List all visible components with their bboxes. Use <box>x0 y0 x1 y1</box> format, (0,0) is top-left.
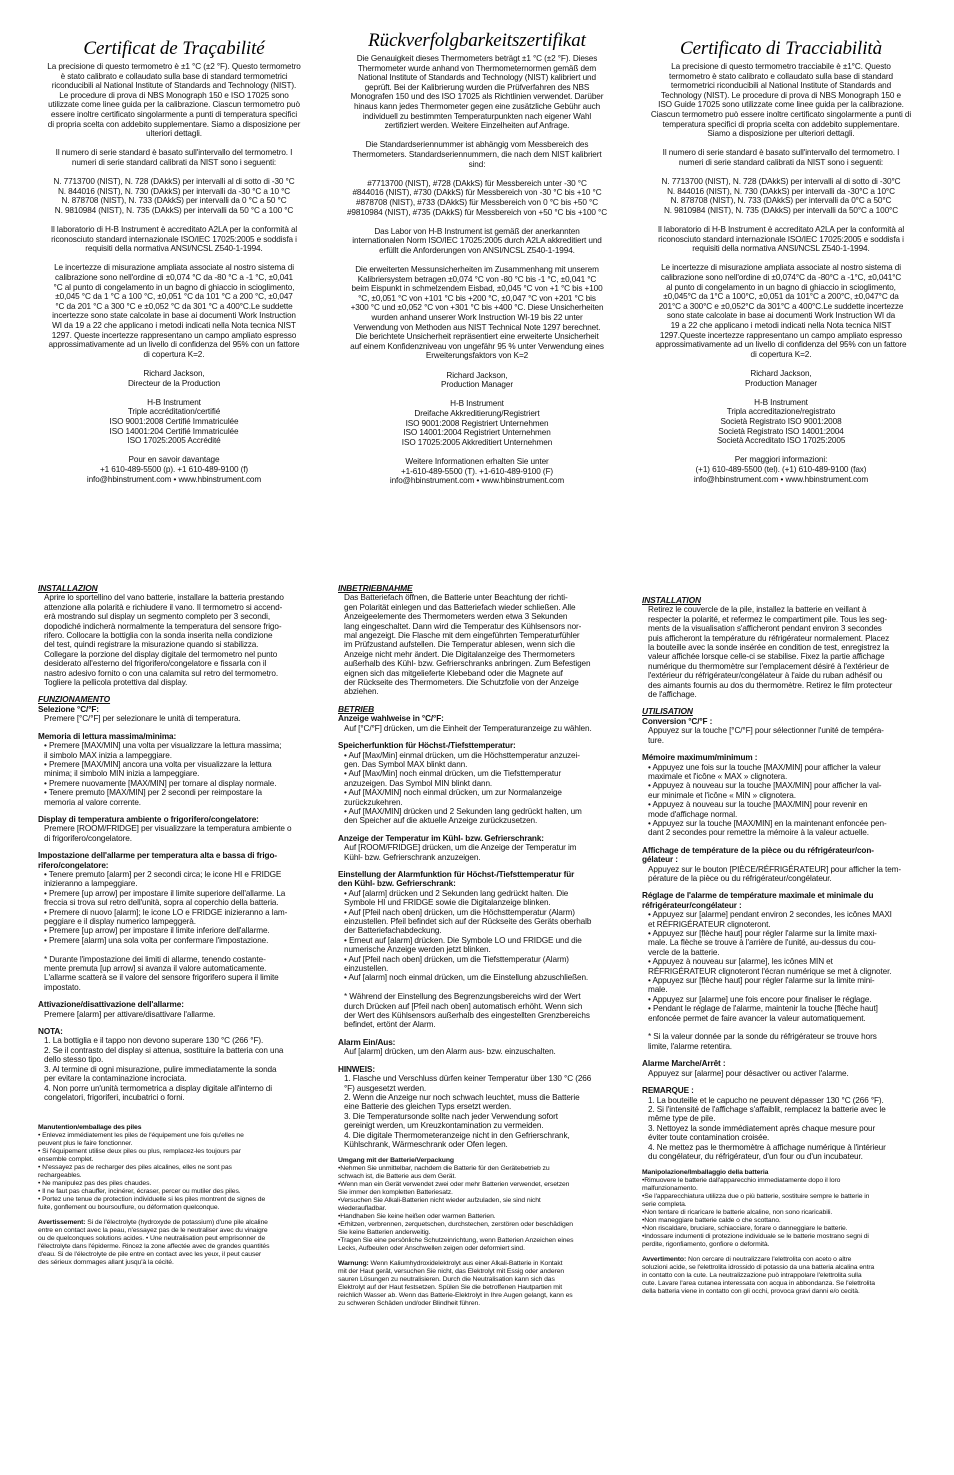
section-title: Conversion °C/°F : <box>642 716 713 726</box>
cert-paragraph: Il numero di serie standard è basato sull'intervallo del termometro. I numeri di serie standard calibrati da NIST sono i seguenti: <box>662 148 900 167</box>
warning-text: Si de l'électrolyte (hydroxyde de potassium) d'une pile alcaline entre en contact avec la peau, n'essayez pas de le neutraliser avec du vinaigre ou de quelconques solutions acides. • Une neutralisation peut emprisonner de l'électrolyte dans l'épiderme. Rincez la zone affectée avec de grandes quantités d'eau. Si de l'électrolyte de pile entre en contact avec les yeux, il peut causer des sérieux dommages allant jusqu'à la cécité. <box>38 1219 270 1267</box>
section-title: Attivazione/disattivazione dell'allarme: <box>38 1000 184 1010</box>
section-text: 1. Flasche und Verschluss dürfen keiner Temperatur über 130 °C (266 °F) ausgesetzt werden. 2. Wenn die Anzeige nur noch schwach leuchtet, muss die Batterie eine Batterie des gleichen Typs ersetzt werden. 3. Die Temperatursonde sollte nach jeder Verwendung sofort gereinigt werden, um Kreuzkontamination zu vermeiden. 4. Die digitale Thermometeranzeige nicht in den Gefrierschrank, Kühlschrank, Wärmeschrank oder Ofen legen. <box>344 1074 592 1149</box>
section-title: HINWEIS: <box>338 1064 375 1074</box>
install-heading: INSTALLAZION <box>38 584 98 593</box>
install-heading: INBETRIEBNAHME <box>338 584 413 593</box>
section-title: Réglage de l'alarme de température maximale et minimale du réfrigérateur/congélateur : <box>642 891 874 910</box>
warning-text: Wenn Kaliumhydroxidelektrolyt aus einer Alkali-Batterie in Kontakt mit der Haut gerät, versuchen Sie nicht, das Elektrolyt mit Essig oder anderen sauren Lösungen zu neutralisieren. Durch die Neutralisation kann sich das Elektrolyt auf der Haut festsetzen. Spülen Sie die betroffenen Hautpartien mit reichlich Wasser ab. Wenn das Batterie-Elektrolyt in Ihre Augen gelangt, kann es zu schweren Schäden und/oder Blindheit führen. <box>338 1260 573 1308</box>
section-title: Affichage de température de la pièce ou du réfrigérateur/con- gélateur : <box>642 845 874 865</box>
section-text: Premere [ROOM/FRIDGE] per visualizzare la temperatura ambiente o di frigorifero/congelatore. <box>44 824 292 843</box>
cert-paragraph: Le incertezze di misurazione ampliata associate al nostro sistema di calibrazione sono nell'ordine di ±0,074°C da -80°C a -1°C, ±0,041°C al punto di congelamento in un bagno di ghiaccio in scioglimento, ±0,045°C da 1°C a 100°C, ±0,051 da 101°C a 200°C, ±0,047°C da 201°C a 300°C e ±0,052°C da 301°C a 400°C.Le suddette incertezze sono state calcolate in base ai documenti Work Instruction WI da 19 a 22 che applicano i metodi indicati nella Nota tecnica NIST 1297.Queste incertezze rappresentano un campo ampliato espresso approssimativamente ad un livello di confidenza del 95% con un fattore di copertura K=2. <box>655 263 907 359</box>
cert-paragraph: Il numero di serie standard è basato sull'intervallo del termometro. I numeri di serie standard calibrati da NIST sono i seguenti: <box>55 148 293 167</box>
cert-accreditation: H-B Instrument Triple accréditation/certifié ISO 9001:2008 Certifié Immatriculée ISO 14001:204 Certifié Immatriculée ISO 17025:2005 Accrédité <box>109 397 239 446</box>
section-text: • Auf [alarm] drücken und 2 Sekunden lang gedrückt halten. Die Symbole HI und FRIDGE sowie die Digitalanzeige blinken. • Auf [Pfeil nach oben] drücken, um die Höchsttemperatur (Alarm) einzustellen. Pfeil befindet sich auf der Rückseite des Geräts oberhalb der Batteriefachabdeckung. • Erneut auf [alarm] drücken. Die Symbole LO und FRIDGE und die numerische Anzeige werden jetzt blinken. • Auf [Pfeil nach oben] drücken, um die Tiefsttemperatur (Alarm) einzustellen. • Auf [alarm] noch einmal drücken, um die Einstellung abzuschließen. * Während der Einstellung des Begrenzungsbereichs wird der Wert durch Drücken auf [Pfeil nach oben] automatisch erhöht. Wenn sich der Wert des Kühlsensors außerhalb des eingestellten Grenzbereichs befindet, ertönt der Alarm. <box>344 888 592 1030</box>
section-title: Alarm Ein/Aus: <box>338 1037 396 1047</box>
section-text: • Auf [Max/Min] einmal drücken, um die Höchsttemperatur anzuzei- gen. Das Symbol MAX blinkt dann. • Auf [Max/Min] noch einmal drücken, um die Tiefsttemperatur anzuzeigen. Das Symbol MIN blinkt dann. • Auf [MAX/MIN] noch einmal drücken, um zur Normalanzeige zurückzukehren. • Auf [MAX/MIN] drücken und 2 Sekunden lang gedrückt halten, um den Speicher auf die aktuelle Anzeige zurückzusetzen. <box>344 750 582 826</box>
certificate-title: Certificat de Traçabilité <box>83 38 265 59</box>
warning-text: Non cercare di neutralizzare l'elettrolita con aceto o altre soluzioni acide, se l'elettrolita idrossido di potassio da una batteria alcalina entra in contatto con la cute. La neutralizzazione può intrappolare l'elettrolita sulla cute. Lavare l'area cutanea interessata con acqua in abbondanza. Se l'elettrolita della batteria viene in contatto con gli occhi, provoca gravi danni e/o cecità. <box>642 1256 875 1296</box>
battery-heading: Umgang mit der Batterie/Verpackung <box>338 1157 454 1165</box>
operation-heading: BETRIEB <box>338 703 375 714</box>
cert-signature: Richard Jackson, Production Manager <box>745 369 817 388</box>
battery-notice <box>338 1157 624 1308</box>
cert-paragraph: Die Genauigkeit dieses Thermometers beträgt ±1 °C (±2 °F). Dieses Thermometer wurde anhand von Thermometernormen gemäß dem National Institute of Standards and Technology (NIST) kalibriert und geprüft. Bei der Kalibrierung wurden die Prüfverfahren des NBS Monografen 150 und des ISO 17025 als Richtlinien verwendet. Darüber hinaus kann jedes Thermometer gegen eine zusätzliche Gebühr auch individuell zu bestimmten Temperaturpunkten nach eigener Wahl zertifiziert werden. Weitere Einzelheiten auf Anfrage. <box>350 54 604 131</box>
battery-notice <box>38 1124 330 1267</box>
instructions-french <box>642 596 932 1464</box>
instructions-italian <box>38 584 330 1464</box>
battery-text: •Rimuovere le batterie dall'apparecchio immediatamente dopo il loro malfunzionamento. •Se l'apparecchiatura utilizza due o più batterie, sostituire sempre le batterie in serie completa. •Non tentare di ricaricare le batterie alcaline, non sono ricaricabili. •Non maneggiare batterie calde o che scottano. •Non riscaldare, bruciare, schiacciare, forare o danneggiare le batterie. •Indossare indumenti di protezione individuale se le batterie mostrano segni di perdite, rigonfiamento, gonfiore o deformità. <box>642 1177 870 1249</box>
cert-contact: Weitere Informationen erhalten Sie unter +1-610-489-5500 (T). +1-610-489-9100 (F) info@hbinstrument.com • www.hbinstrument.com <box>389 456 565 486</box>
section-title: Speicherfunktion für Höchst-/Tiefsttemperatur: <box>338 741 516 751</box>
section-title: REMARQUE : <box>642 1086 694 1096</box>
section-title: Einstellung der Alarmfunktion für Höchst-/Tiefsttemperatur für den Kühl- bzw. Gefrierschrank: <box>338 869 575 889</box>
section-text: 1. La bottiglia e il tappo non devono superare 130 °C (266 °F). 2. Se il contrasto del display si attenua, sostituire la batteria con una dello stesso tipo. 3. Al termine di ogni misurazione, pulire immediatamente la sonda per evitare la contaminazione incrociata. 4. Non porre un'unità termometrica a display digitale all'interno di congelatori, frigoriferi, incubatrici o forni. <box>44 1036 284 1102</box>
cert-signature: Richard Jackson, Production Manager <box>441 370 513 390</box>
battery-text: • Enlevez immédiatement les piles de l'équipement une fois qu'elles ne peuvent plus le faire fonctionner. • Si l'équipement utilise deux piles ou plus, remplacez-les toujours par ensemble complet. • N'essayez pas de recharger des piles alcalines, elles ne sont pas rechargeables. • Ne manipulez pas des piles chaudes. • Il ne faut pas chauffer, incinérer, écraser, percer ou mutiler des piles. • Portez une tenue de protection individuelle si les piles montrent de signes de fuite, gonflement ou boursouflure, ou déformation quelconque. <box>38 1132 266 1212</box>
section-text: Appuyez sur le bouton [PIÈCE/RÉFRIGÉRATEUR] pour afficher la tem- pérature de la pièce ou du réfrigérateur/congélateur. <box>648 864 902 883</box>
cert-paragraph: La precisione di questo termometro è ±1 °C (±2 °F). Questo termometro è stato calibrato e collaudato sulla base di standard termometrici riconducibili al National Institute of Standards and Technology (NIST). Le procedure di prova di NBS Monograph 150 e ISO 17025 sono utilizzate come linee guida per la calibrazione. Ciascun termometro può essere inoltre certificato singolarmente a punti di temperatura specifici di propria scelta con addebito supplementare. Siamo a disposizione per ulteriori dettagli. <box>47 62 301 139</box>
install-text: Das Batteriefach öffnen, die Batterie unter Beachtung der richti- gen Polarität einlegen und das Batteriefach wieder schließen. Alle Anzeigeelemente des Thermometers werden etwa 3 Sekunden lang eingeschaltet. Dann wird die Temperatur des Kühlsensors nor- mal angezeigt. Die Flasche mit dem eingeführten Temperaturfühler im Prüfzustand aufstellen. Die Temperatur ablesen, wenn sich die Anzeige nicht mehr ändert. Die Digitalanzeige des Thermometers außerhalb des Kühl- bzw. Gefrierschranks anbringen. Zum Befestigen eignen sich das mitgelieferte Klebeband oder die Magnete auf der Rückseite des Thermometers. Die Schutzfolie von der Anzeige abziehen. <box>344 593 591 697</box>
cert-paragraph: N. 7713700 (NIST), N. 728 (DAkkS) per intervalli al di sotto di -30°C N. 844016 (NIST), N. 730 (DAkkS) per intervalli da -30°C a 10°C N. 878708 (NIST), N. 733 (DAkkS) per intervalli da 0°C a 50°C N. 9810984 (NIST), N. 735 (DAkkS) per intervalli da 50°C a 100°C <box>661 177 901 215</box>
section-text: Auf [ROOM/FRIDGE] drücken, um die Anzeige der Temperatur im Kühl- bzw. Gefrierschrank anzuzeigen. <box>344 843 577 862</box>
cert-contact: Per maggiori informazioni: (+1) 610-489-5500 (tel). (+1) 610-489-9100 (fax) info@hbinstrument.com • www.hbinstrument.com <box>693 455 869 484</box>
section-text: Premere [alarm] per attivare/disattivare l'allarme. <box>44 1009 216 1019</box>
cert-paragraph: N. 7713700 (NIST), N. 728 (DAkkS) per intervalli al di sotto di -30 °C N. 844016 (NIST), N. 730 (DAkkS) per intervalli da -30 °C a 10 °C N. 878708 (NIST), N. 733 (DAkkS) per intervalli da 0 °C a 50 °C N. 9810984 (NIST), N. 735 (DAkkS) per intervalli da 50 °C a 100 °C <box>53 177 295 215</box>
cert-paragraph: Il laboratorio di H-B Instrument è accreditato A2LA per la conformità al riconosciuto standard internazionale ISO/IEC 17025:2005 e soddisfa i requisiti della normativa ANSI/NCSL Z540-1-1994. <box>657 225 905 254</box>
section-title: NOTA: <box>38 1027 63 1037</box>
cert-accreditation: H-B Instrument Dreifache Akkreditierung/Registriert ISO 9001:2008 Registriert Unternehmen ISO 14001:2004 Registriert Unternehmen ISO 17025:2005 Akkreditiert Unternehmen <box>401 399 553 447</box>
cert-paragraph: Die erweiterten Messunsicherheiten im Zusammenhang mit unserem Kalibriersystem betragen ±0,074 °C von -80 °C bis -1 °C, ±0,041 °C beim Eispunkt in schmelzendem Eisbad, ±0,045 °C von +1 °C bis +100 °C, ±0,051 °C von +101 °C bis +200 °C, ±0,047 °C von +201 °C bis +300 °C und ±0,052 °C von +301 °C bis +400 °C. Diese Unsicherheiten wurden anhand unserer Work Instruction WI-19 bis 22 unter Verwendung von Methoden aus NIST Technical Note 1297 berechnet. Die berichtete Unsicherheit repräsentiert eine erweiterte Unsicherheit auf einem Konfidenzniveau von ungefähr 95 % unter Verwendung eines Erweiterungsfaktors von K=2 <box>350 265 604 361</box>
section-text: • Premere [MAX/MIN] una volta per visualizzare la lettura massima; il simbolo MAX inizia a lampeggiare. • Premere [MAX/MIN] ancora una volta per visualizzare la lettura minima; il simbolo MIN inizia a lampeggiare. • Premere nuovamente [MAX/MIN] per tornare al display normale. • Tenere premuto [MAX/MIN] per 2 secondi per reimpostare la memoria al valore corrente. <box>44 741 282 807</box>
section-title: Memoria di lettura massima/minima: <box>38 731 177 741</box>
section-title: Selezione °C/°F: <box>38 704 99 714</box>
warning-label: Avertissement: <box>38 1219 86 1227</box>
certificate-italian <box>630 38 932 558</box>
section-text: • Appuyez sur [alarme] pendant environ 2 secondes, les icônes MAXI et RÉFRIGÉRATEUR clignoteront. • Appuyez sur [flèche haut] pour régler l'alarme sur la limite maxi- male. La flèche se trouve à l'arrière de l'unité, au-dessus du cou- vercle de la batterie. • Appuyez à nouveau sur [alarme], les icônes MIN et RÉFRIGÉRATEUR clignoteront l'écran numérique se met à clignoter. • Appuyez sur [flèche haut] pour régler l'alarme sur la limite mini- male. • Appuyez sur [alarme] une fois encore pour finaliser le réglage. • Pendant le réglage de l'alarme, maintenir la touche [flèche haut] enfoncée permet de faire avancer la valeur automatiquement. * Si la valeur donnée par la sonde du réfrigérateur se trouve hors limite, l'alarme retentira. <box>648 910 892 1051</box>
battery-notice <box>642 1169 932 1296</box>
install-heading: INSTALLATION <box>642 596 701 605</box>
battery-warning <box>642 1256 932 1296</box>
install-text: Retirez le couvercle de la pile, installez la batterie en veillant à respecter la polarité, et refermez le compartiment pile. Tous les seg- ments de la visualisation s'afficheront pendant environ 3 secondes puis afficheront la température du réfrigérateur normalement. Placez la bouteille avec la sonde insérée en condition de test, enregistrez la valeur affichée lorsque celle-ci se stabilise. Fixez la partie affichage numérique du thermomètre sur l'emplacement désiré à l'extérieur de l'extérieur du réfrigérateur/congélateur à l'aide du ruban adhésif ou des aimants fournis au dos du thermomètre. Retirez le film protecteur de l'affichage. <box>648 605 893 700</box>
certificate-french <box>22 38 326 558</box>
section-text: • Appuyez une fois sur la touche [MAX/MIN] pour afficher la valeur maximale et l'icône « MAX » clignotera. • Appuyez à nouveau sur la touche [MAX/MIN] pour afficher la val- eur minimale et l'icône « MIN » clignotera. • Appuyez à nouveau sur la touche [MAX/MIN] pour revenir en mode d'affichage normal. • Appuyez sur la touche [MAX/MIN] en la maintenant enfoncée pen- dant 2 secondes pour remettre la mémoire à la valeur actuelle. <box>648 762 887 838</box>
section-title: Anzeige der Temperatur im Kühl- bzw. Gefrierschrank: <box>338 833 544 843</box>
cert-paragraph: Das Labor von H-B Instrument ist gemäß der anerkannten internationalen Norm ISO/IEC 17025:2005 durch A2LA akkreditiert und erfüllt die Anforderungen von ANSI/NCSL Z540-1-1994. <box>352 226 602 255</box>
cert-contact: Pour en savoir davantage +1 610-489-5500 (p). +1 610-489-9100 (f) info@hbinstrument.com • www.hbinstrument.com <box>86 455 262 484</box>
section-text: Auf [alarm] drücken, um den Alarm aus- bzw. einzuschalten. <box>344 1047 556 1057</box>
section-text: Appuyez sur [alarme] pour désactiver ou activer l'alarme. <box>648 1068 849 1078</box>
section-text: • Tenere premuto [alarm] per 2 secondi circa; le icone HI e FRIDGE inizieranno a lampeggiare. • Premere [up arrow] per impostare il limite superiore dell'allarme. La freccia si trova sul retro dell'unità, sopra al coperchio della batteria. • Premere di nuovo [alarm]; le icone LO e FRIDGE inizieranno a lam- peggiare e il display numerico lampeggerà. • Premere [up arrow] per impostare il limite inferiore dell'allarme. • Premere [alarm] una sola volta per confermare l'impostazione. * Durante l'impostazione dei limiti di allarme, tenendo costante- mente premuta [up arrow] si avanza il valore automaticamente. L'allarme scatterà se il valore del sensore frigorifero supera il limite impostato. <box>44 869 288 992</box>
battery-heading: Manipolazione/Imballaggio della batteria <box>642 1169 769 1177</box>
certificate-title: Certificato di Tracciabilità <box>680 38 882 59</box>
cert-accreditation: H-B Instrument Tripla accreditazione/registrato Società Registrato ISO 9001:2008 Società Registrato ISO 14001:2004 Società Accreditato ISO 17025:2005 <box>716 397 846 446</box>
cert-paragraph: Le incertezze di misurazione ampliata associate al nostro sistema di calibrazione sono nell'ordine di ±0,074 °C da -80 °C a -1 °C, ±0,041 °C al punto di congelamento in un bagno di ghiaccio in scioglimento, ±0,045 °C da 1 °C a 100 °C, ±0,051 °C da 101 °C a 200 °C, ±0,047 °C da 201 °C a 300 °C e ±0,052 °C da 301 °C a 400°C.Le suddette incertezze sono state calcolate in base ai documenti Work Instruction WI da 19 a 22 che applicano i metodi indicati nella Nota tecnica NIST 1297. Queste incertezze rappresentano un campo ampliato espresso approssimativamente ad un livello di confidenza del 95% con un fattore di copertura K=2. <box>48 263 300 359</box>
section-title: Anzeige wahlweise in °C/°F: <box>338 714 444 724</box>
certificate-german <box>329 30 625 558</box>
section-title: Display di temperatura ambiente o frigorifero/congelatore: <box>38 814 259 824</box>
cert-paragraph: La precisione di questo termometro tracciabile è ±1°C. Questo termometro è stato calibrato e collaudato sulla base di standard termometrici riconducibili al National Institute of Standards and Technology (NIST). Le procedure di prova di NBS Monograph 150 e ISO Guide 17025 sono utilizzate come linee guida per la calibrazione. Ciascun termometro può essere inoltre certificato singolarmente a punti di temperatura specifici di propria scelta con addebito supplementare. Siamo a disposizione per ulteriori dettagli. <box>650 62 912 139</box>
section-text: 1. La bouteille et le capucho ne peuvent dépasser 130 °C (266 °F). 2. Si l'intensité de l'affichage s'affaiblit, remplacez la batterie avec le même type de pile. 3. Nettoyez la sonde immédiatement après chaque mesure pour éviter toute contamination croisée. 4. Ne mettez pas le thermomètre à affichage numérique à l'intérieur du congélateur, du réfrigérateur, d'un four ou d'un incubateur. <box>648 1095 886 1161</box>
install-text: Aprire lo sportellino del vano batterie, installare la batteria prestando attenzione alla polarità e richiudere il vano. Il termometro si accend- erà mostrando sul display un segmento completo per 3 secondi, dopodiché indicherà normalmente la temperatura del sensore frigo- rifero. Collocare la bottiglia con la sonda inserita nella condizione del test, quindi registrare la misurazione quando si stabilizza. Collegare la porzione del display digitale del termometro nel punto desiderato all'esterno del frigorifero/congelatore e fissarla con il nastro adesivo fornito o con una calamita sul retro del termometro. Togliere la pellicola protettiva dal display. <box>44 593 284 688</box>
section-text: Auf [°C/°F] drücken, um die Einheit der Temperaturanzeige zu wählen. <box>344 723 592 733</box>
certificate-title: Rückverfolgbarkeitszertifikat <box>368 30 586 51</box>
cert-paragraph: Il laboratorio di H-B Instrument è accreditato A2LA per la conformità al riconosciuto standard internazionale ISO/IEC 17025:2005 e soddisfa i requisiti della normativa ANSI/NCSL Z540-1-1994. <box>50 225 298 254</box>
instructions-german <box>338 584 624 1464</box>
cert-paragraph: Die Standardseriennummer ist abhängig vom Messbereich des Thermometers. Standardseriennummern, die nach dem NIST kalibriert sind: <box>352 140 602 169</box>
operation-heading: UTILISATION <box>642 706 693 717</box>
section-title: Alarme Marche/Arrêt : <box>642 1059 726 1069</box>
battery-warning <box>38 1219 330 1267</box>
section-title: Impostazione dell'allarme per temperatura alta e bassa di frigo- rifero/congelatore: <box>38 851 277 870</box>
section-text: Appuyez sur la touche [°C/°F] pour sélectionner l'unité de tempéra- ture. <box>648 726 884 745</box>
warning-label: Warnung: <box>338 1260 369 1268</box>
battery-warning <box>338 1260 624 1308</box>
cert-paragraph: #7713700 (NIST), #728 (DAkkS) für Messbereich unter -30 °C #844016 (NIST), #730 (DAkkS) für Messbereich von -30 °C bis +10 °C #878708 (NIST), #733 (DAkkS) für Messbereich von 0 °C bis +50 °C #9810984 (NIST), #735 (DAkkS) für Messbereich von +50 °C bis +100 °C <box>346 178 608 217</box>
warning-label: Avvertimento: <box>642 1256 687 1264</box>
section-title: Mémoire maximum/minimum : <box>642 753 758 763</box>
cert-signature: Richard Jackson, Directeur de la Production <box>127 369 221 388</box>
operation-heading: FUNZIONAMENTO <box>38 694 111 705</box>
battery-heading: Manutention/emballage des piles <box>38 1124 142 1132</box>
section-text: Premere [°C/°F] per selezionare le unità di temperatura. <box>44 714 241 724</box>
battery-text: •Nehmen Sie unmittelbar, nachdem die Batterie für den Gerätebetrieb zu schwach ist, die Batterie aus dem Gerät. •Wenn man ein Gerät verwendet zwei oder mehr Batterien verwendet, ersetzen Sie immer den kompletten Batteriesatz. •Versuchen Sie Alkali-Batterien nicht wieder aufzuladen, sie sind nicht wiederaufladbar. •Handhaben Sie keine heißen oder warmen Batterien. •Erhitzen, verbrennen, zerquetschen, durchstechen, zerstören oder beschädigen Sie keine Batterien anderweitig. •Tragen Sie eine persönliche Schutzeinrichtung, wenn Batterien Anzeichen eines Lecks, Aufbeulen oder Anschwellen zeigen oder deformiert sind. <box>338 1165 574 1253</box>
